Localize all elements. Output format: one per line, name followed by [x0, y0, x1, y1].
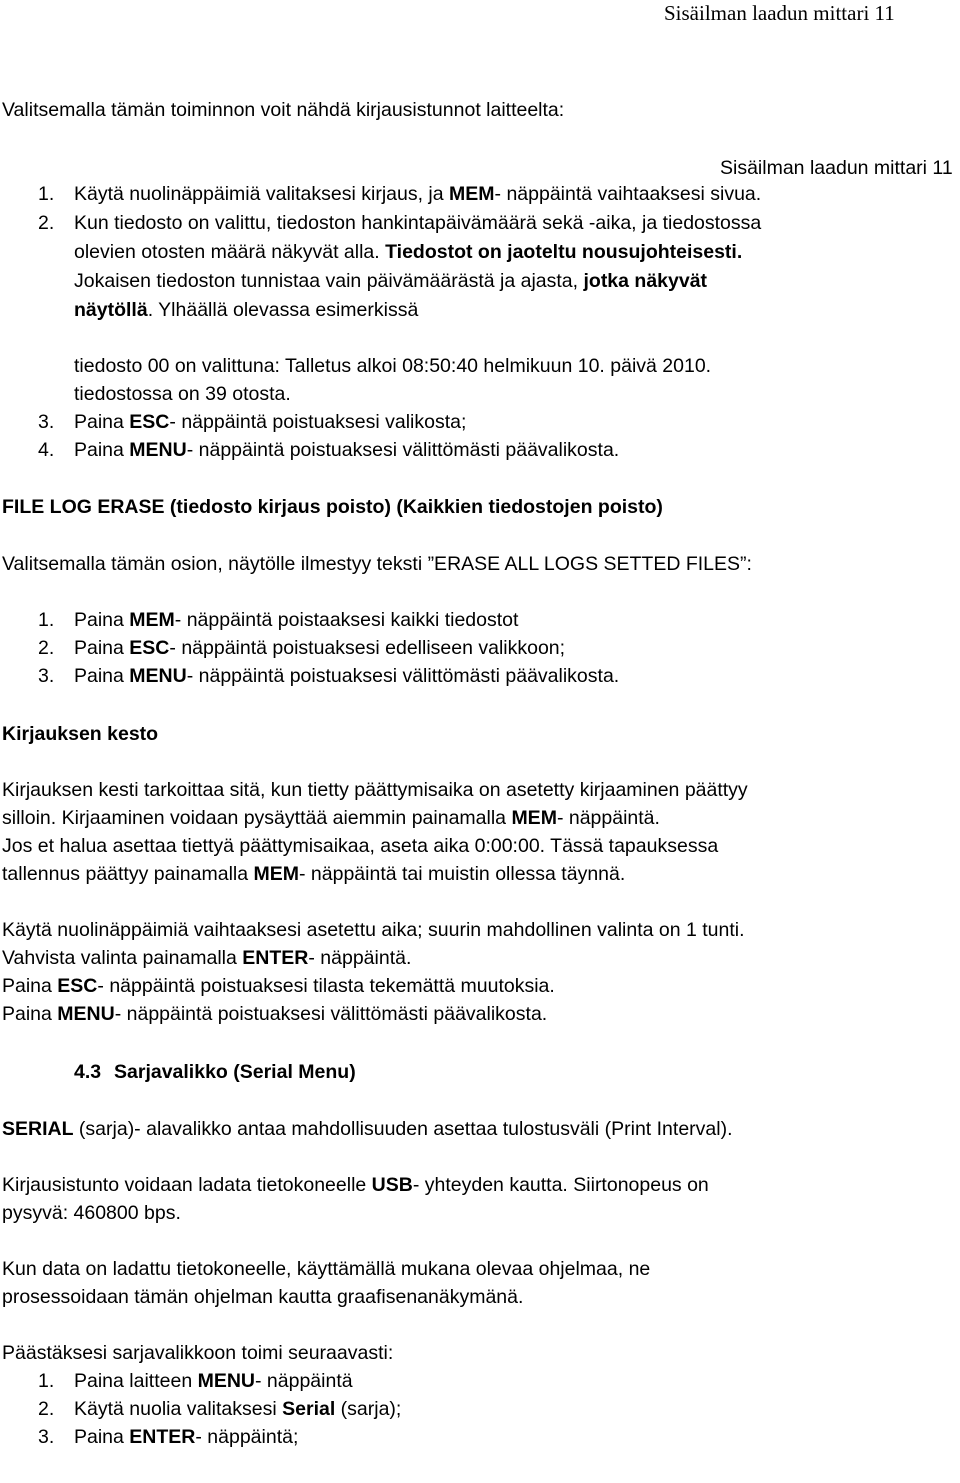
list-item: 1. Paina laitteen MENU- näppäintä [38, 1370, 353, 1392]
running-header: Sisäilman laadun mittari 11 [664, 1, 895, 25]
paragraph-line: prosessoidaan tämän ohjelman kautta graafisenanäkymänä. [2, 1286, 524, 1308]
list-item-continuation: tiedostossa on 39 otosta. [74, 383, 291, 405]
section-title: 4.3 Sarjavalikko (Serial Menu) [74, 1061, 356, 1083]
list-item-continuation: näytöllä. Ylhäällä olevassa esimerkissä [74, 299, 419, 321]
list-item-continuation: Jokaisen tiedoston tunnistaa vain päivämäärästä ja ajasta, jotka näkyvät [74, 270, 708, 292]
paragraph-line: tallennus päättyy painamalla MEM- näppäintä tai muistin ollessa täynnä. [2, 863, 626, 885]
paragraph-line: Kirjauksen kesti tarkoittaa sitä, kun tietty päättymisaika on asetetty kirjaaminen päättyy [2, 779, 748, 801]
paragraph-line: Päästäksesi sarjavalikkoon toimi seuraavasti: [2, 1342, 394, 1364]
list-item: 1. Paina MEM- näppäintä poistaaksesi kaikki tiedostot [38, 609, 519, 631]
list-item-continuation: tiedosto 00 on valittuna: Talletus alkoi 08:50:40 helmikuun 10. päivä 2010. [74, 355, 712, 377]
paragraph-line: Kirjausistunto voidaan ladata tietokoneelle USB- yhteyden kautta. Siirtonopeus on [2, 1174, 709, 1196]
list-item: 2. Kun tiedosto on valittu, tiedoston hankintapäivämäärä sekä -aika, ja tiedostossa [38, 212, 762, 234]
paragraph-line: silloin. Kirjaaminen voidaan pysäyttää aiemmin painamalla MEM- näppäintä. [2, 807, 660, 829]
paragraph-line: SERIAL (sarja)- alavalikko antaa mahdollisuuden asettaa tulostusväli (Print Interval). [2, 1118, 733, 1140]
paragraph-line: Käytä nuolinäppäimiä vaihtaaksesi asetettu aika; suurin mahdollinen valinta on 1 tunti. [2, 919, 745, 941]
paragraph-line: Kun data on ladattu tietokoneelle, käyttämällä mukana olevaa ohjelmaa, ne [2, 1258, 651, 1280]
paragraph: Valitsemalla tämän osion, näytölle ilmestyy teksti ”ERASE ALL LOGS SETTED FILES”: [2, 553, 752, 575]
list-item: 2. Paina ESC- näppäintä poistuaksesi edelliseen valikkoon; [38, 637, 566, 659]
list-item: 3. Paina ESC- näppäintä poistuaksesi valikosta; [38, 411, 467, 433]
caption-right: Sisäilman laadun mittari 11 [720, 157, 953, 179]
list-item: 1. Käytä nuolinäppäimiä valitaksesi kirjaus, ja MEM- näppäintä vaihtaaksesi sivua. [38, 183, 762, 205]
list-item: 3. Paina MENU- näppäintä poistuaksesi välittömästi päävalikosta. [38, 665, 620, 687]
intro-text: Valitsemalla tämän toiminnon voit nähdä kirjausistunnot laitteelta: [2, 99, 565, 121]
list-item: 2. Käytä nuolia valitaksesi Serial (sarja); [38, 1398, 402, 1420]
list-item-continuation: olevien otosten määrä näkyvät alla. Tiedostot on jaoteltu nousujohteisesti. [74, 241, 743, 263]
paragraph-line: Paina MENU- näppäintä poistuaksesi välittömästi päävalikosta. [2, 1003, 548, 1025]
paragraph-line: Paina ESC- näppäintä poistuaksesi tilasta tekemättä muutoksia. [2, 975, 555, 997]
paragraph-line: pysyvä: 460800 bps. [2, 1202, 181, 1224]
list-item: 3. Paina ENTER- näppäintä; [38, 1426, 299, 1448]
paragraph-line: Vahvista valinta painamalla ENTER- näppäintä. [2, 947, 412, 969]
paragraph-line: Jos et halua asettaa tiettyä päättymisaikaa, aseta aika 0:00:00. Tässä tapauksessa [2, 835, 719, 857]
section-heading: FILE LOG ERASE (tiedosto kirjaus poisto) (Kaikkien tiedostojen poisto) [2, 496, 663, 518]
section-heading: Kirjauksen kesto [2, 723, 159, 745]
list-item: 4. Paina MENU- näppäintä poistuaksesi välittömästi päävalikosta. [38, 439, 620, 461]
